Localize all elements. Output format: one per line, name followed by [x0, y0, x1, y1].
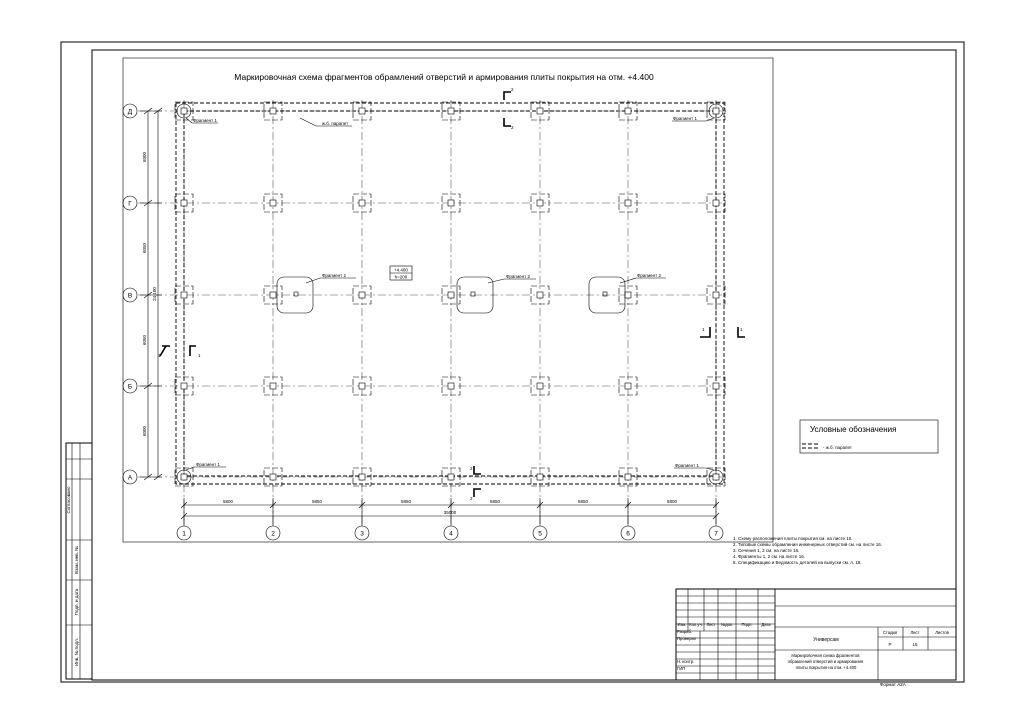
section-label-2: 2	[470, 496, 473, 501]
fragment-label: Фрагмент 2	[322, 273, 346, 278]
axis-bubble-y	[123, 470, 137, 484]
tb-col-header: Кол.уч.	[689, 622, 703, 627]
drawing-viewport	[123, 58, 773, 542]
dim-x-label: 5850	[577, 499, 589, 504]
section-label-1: 1	[158, 353, 161, 358]
axis-label-x: 3	[360, 530, 364, 538]
parapet-label: ж.б. парапет	[322, 121, 349, 126]
axis-bubble-x	[266, 520, 280, 540]
note-line: 4. Фрагменты 1, 2 см. на листе 16.	[733, 554, 805, 559]
note-line: 3. Сечения 1, 2 см. на листе 16.	[733, 548, 800, 553]
fragment-label: Фрагмент 1	[675, 463, 699, 468]
elevation-bottom: h=200	[394, 274, 408, 280]
legend-item: - ж.б. парапет	[823, 445, 852, 450]
general-notes	[733, 536, 882, 565]
tb-col-header: Изм.	[677, 622, 687, 627]
title-block	[676, 589, 956, 680]
side-stamp-label: Инв. № подл.	[74, 637, 79, 667]
dim-x-total: 35000	[443, 510, 457, 515]
dim-y-label: 6000	[142, 151, 147, 163]
axis-bubble-x	[444, 520, 458, 540]
tb-stage: Р	[888, 642, 892, 647]
axis-bubble-y	[123, 196, 137, 210]
inner-border	[92, 50, 956, 680]
axis-bubble-y	[123, 104, 137, 118]
axis-bubble-x	[355, 520, 369, 540]
dim-y-label: 6050	[142, 242, 147, 254]
vertical-dimensions	[140, 108, 162, 480]
dim-x-label: 5800	[666, 499, 678, 504]
tb-row-label: Н. контр.	[677, 659, 695, 664]
section-label-2: 2	[511, 87, 514, 92]
fragment-label: Фрагмент 2	[506, 274, 530, 279]
section-label-1: 1	[702, 327, 705, 332]
note-line: 5. Спецификацию и Ведомость деталей на выпуски см. л. 18.	[733, 560, 862, 565]
section-label-1: 1	[740, 327, 743, 332]
tb-project: Универсам	[813, 637, 839, 643]
dim-y-label: 6050	[142, 334, 147, 346]
horizontal-dimensions	[181, 498, 719, 520]
legend-title: Условные обозначения	[810, 425, 897, 434]
section-label-2: 2	[470, 466, 473, 471]
section-label-1: 1	[198, 353, 201, 358]
column-nodes	[175, 102, 725, 486]
tb-sheets-label: Листов	[935, 630, 949, 635]
axis-bubble-y	[123, 288, 137, 302]
tb-format: Формат А2А	[880, 682, 906, 687]
tb-row-label: Проверил	[677, 636, 697, 641]
side-stamp-label: Взам. инв. №	[74, 546, 79, 574]
section-label-2: 2	[511, 125, 514, 130]
side-stamp	[66, 443, 92, 679]
axis-label-y: А	[127, 474, 133, 482]
fragment-label: Фрагмент 1	[193, 118, 217, 123]
tb-col-header: Дата	[761, 622, 771, 627]
axis-label-x: 4	[449, 530, 453, 538]
dim-x-label: 5850	[489, 499, 501, 504]
tb-col-header: Подп.	[741, 622, 753, 627]
axis-label-x: 2	[271, 530, 275, 538]
axis-label-x: 5	[538, 530, 542, 538]
axis-bubble-y	[123, 379, 137, 393]
elevation-mark	[390, 266, 412, 280]
drawing-title: Маркировочная схема фрагментов обрамлений отверстий и армирования плиты покрытия на отм. +4.400	[234, 72, 654, 82]
axis-label-y: Г	[128, 200, 132, 208]
axis-bubbles	[123, 104, 723, 540]
dim-x-label: 5850	[400, 499, 412, 504]
dim-x-label: 5850	[311, 499, 323, 504]
tb-col-header: №док.	[720, 622, 734, 627]
legend	[800, 420, 938, 453]
tb-row-label: Разраб.	[677, 629, 693, 634]
tb-col-header: Лист	[706, 622, 716, 627]
tb-sheet: 15	[912, 642, 918, 647]
axis-label-x: 6	[626, 530, 630, 538]
fragment-label: Фрагмент 1	[196, 462, 220, 467]
dim-x-label: 5800	[222, 499, 234, 504]
outer-border	[61, 42, 964, 682]
side-stamp-label: Подп. и дата	[74, 588, 79, 616]
dim-y-total: 24 100	[152, 287, 157, 301]
axis-bubble-x	[621, 520, 635, 540]
fragment-label: Фрагмент 1	[673, 116, 697, 121]
axis-bubble-x	[177, 520, 191, 540]
axis-label-y: В	[127, 292, 133, 300]
axis-label-y: Д	[127, 108, 133, 116]
tb-sheet-title: Маркировочная схема фрагментов обрамлений отверстий и армирования плиты покрытия на отм. +4.400	[787, 653, 864, 670]
tb-stage-label: Стадия	[882, 630, 898, 635]
fragment-label: Фрагмент 2	[637, 273, 661, 278]
tb-sheet-label: Лист	[910, 630, 920, 635]
axis-bubble-x	[533, 520, 547, 540]
axis-label-x: 7	[714, 530, 718, 538]
axis-label-x: 1	[182, 530, 186, 538]
dim-y-label: 6000	[142, 425, 147, 437]
side-stamp-label: Согласовано	[66, 486, 71, 514]
tb-row-label: ГИП	[677, 666, 686, 671]
axis-bubble-x	[709, 520, 723, 540]
axis-label-y: Б	[127, 383, 133, 391]
axis-grid	[138, 100, 726, 525]
elevation-top: +4.400	[394, 267, 408, 273]
note-line: 1. Схему расположения плиты покрытия см. на листе 10.	[733, 536, 853, 541]
note-line: 2. Типовые схемы обрамления инженерных отверстий см. на листе 16.	[733, 542, 883, 547]
